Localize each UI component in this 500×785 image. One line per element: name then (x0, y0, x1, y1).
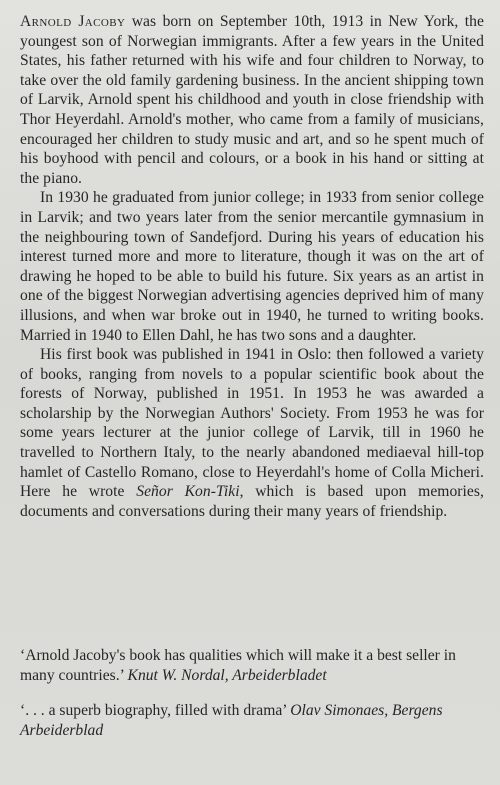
bio-paragraph-1 (20, 12, 484, 188)
bio-paragraph-2: In 1930 he graduated from junior college; in 1933 from senior college in Larvik; and two years later from the senior mercantile gymnasium in the neighbouring town of Sandefjord. During his years of education his interest turned more and more to literature, though it was on the art of drawing he hoped to be able to build his future. Six years as an artist in one of the biggest Norwegian advertising agencies deprived him of many illusions, and when war broke out in 1940, he turned to writing books. Married in 1940 to Ellen Dahl, he has two sons and a daughter. (20, 189, 484, 344)
review-quotes (20, 646, 484, 756)
quote-text: ‘Arnold Jacoby's book has qualities which will make it a best seller in many countries.’ (20, 647, 456, 684)
review-quote (20, 701, 484, 740)
author-name-lead: Arnold Jacoby (20, 13, 126, 30)
bio-paragraph-3 (20, 345, 484, 521)
quote-source: Knut W. Nordal, Arbeiderbladet (127, 666, 327, 684)
bio-paragraph-3-end: , which is based upon memories, documents and conversations during their many years of friendship. (20, 483, 484, 520)
book-title: Señor Kon-Tiki (136, 483, 240, 501)
quote-text: ‘. . . a superb biography, filled with drama’ (20, 702, 291, 720)
review-quote (20, 646, 484, 685)
biography-section (20, 12, 484, 521)
bio-paragraph-1-text: was born on September 10th, 1913 in New York, the youngest son of Norwegian immigrants. After a few years in the United States, his father returned with his wife and four children to Norway, to take over the old family gardening business. In the ancient shipping town of Larvik, Arnold spent his childhood and youth in close friendship with Thor Heyerdahl. Arnold's mother, who came from a family of musicians, encouraged her children to study music and art, and so he spent much of his boyhood with pencil and colours, or a book in his hand or sitting at the piano. (20, 13, 484, 187)
quote-source: Olav Simonaes, Bergens Arbeiderblad (20, 702, 443, 739)
bio-paragraph-3-text: His first book was published in 1941 in Oslo: then followed a variety of books, ranging from novels to a popular scientific book about the forests of Norway, published in 1951. In 1953 he was awarded a scholarship by the Norwegian Authors' Society. From 1953 he was for some years lecturer at the junior college of Larvik, till in 1960 he travelled to Northern Italy, to the nearly abandoned mediaeval hill-top hamlet of Castello Romano, close to Heyerdahl's home of Colla Micheri. Here he wrote (20, 346, 484, 501)
